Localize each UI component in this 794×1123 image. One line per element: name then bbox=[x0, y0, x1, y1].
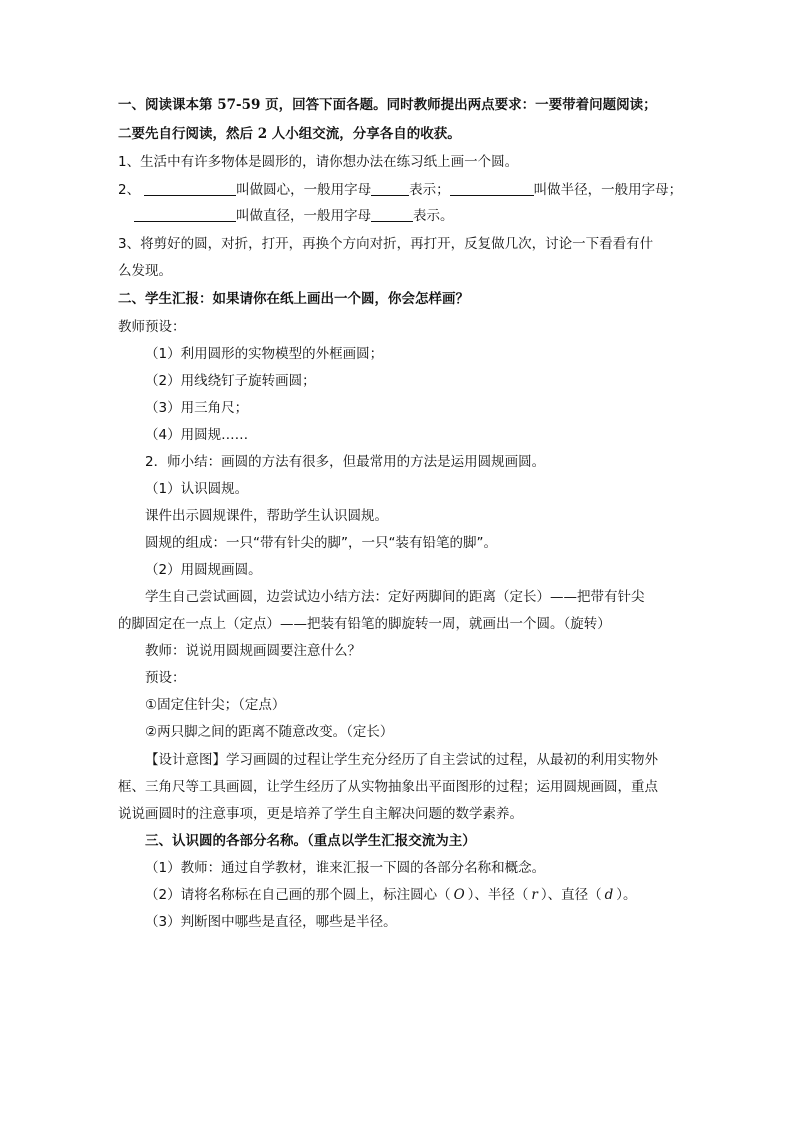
item-2-text-d: ）。 bbox=[616, 887, 637, 903]
preset-item-1: （1）利用圆形的实物模型的外框画圆； bbox=[145, 346, 384, 362]
question-2-text-represent-2: 表示。 bbox=[413, 208, 454, 224]
preset-point-1: ①固定住针尖；（定点） bbox=[145, 697, 286, 713]
symbol-r: r bbox=[531, 887, 538, 903]
design-intent-line1: 【设计意图】学习画圆的过程让学生充分经历了自主尝试的过程，从最初的利用实物外 bbox=[145, 752, 658, 768]
preset-item-3: （3）用三角尺； bbox=[145, 400, 249, 416]
section-one-heading-line1: 一、阅读课本第 57-59 页，回答下面各题。同时教师提出两点要求：一要带着问题阅读； bbox=[118, 97, 657, 113]
teacher-question: 教师：说说用圆规画圆要注意什么？ bbox=[145, 643, 361, 659]
courseware-text: 课件出示圆规课件，帮助学生认识圆规。 bbox=[145, 508, 388, 524]
subsection-draw-circle: （2）用圆规画圆。 bbox=[145, 562, 262, 578]
student-trial-line2: 的脚固定在一点上（定点）——把装有铅笔的脚旋转一周，就画出一个圆。（旋转） bbox=[118, 616, 611, 632]
question-2-line2 bbox=[134, 207, 454, 225]
teacher-summary: 2．师小结：画圆的方法有很多，但最常用的方法是运用圆规画圆。 bbox=[145, 454, 546, 470]
preset-item-4: （4）用圆规…… bbox=[145, 427, 249, 443]
question-2-text-represent: 表示； bbox=[409, 182, 450, 198]
subsection-know-compass: （1）认识圆规。 bbox=[145, 481, 249, 497]
question-2-line1 bbox=[118, 181, 682, 199]
fill-blank-diameter-letter[interactable] bbox=[371, 208, 413, 222]
symbol-o: O bbox=[453, 887, 465, 903]
design-intent-line2: 框、三角尺等工具画圆，让学生经历了从实物抽象出平面图形的过程；运用圆规画圆，重点 bbox=[118, 779, 658, 795]
question-2-text-radius: 叫做半径，一般用字母； bbox=[533, 182, 683, 198]
fill-blank-center-letter[interactable] bbox=[371, 182, 409, 196]
section-three-item-3: （3）判断图中哪些是直径，哪些是半径。 bbox=[145, 914, 397, 930]
item-2-text-b: ）、半径（ bbox=[467, 887, 529, 903]
compass-composition: 圆规的组成：一只“带有针尖的脚”，一只“装有铅笔的脚”。 bbox=[145, 535, 497, 551]
question-3-line2: 么发现。 bbox=[118, 263, 172, 279]
teacher-presets-label: 教师预设： bbox=[118, 319, 186, 335]
student-trial-line1: 学生自己尝试画圆，边尝试边小结方法：定好两脚间的距离（定长）——把带有针尖 bbox=[145, 589, 645, 605]
question-3-line1: 3、将剪好的圆，对折，打开，再换个方向对折，再打开，反复做几次，讨论一下看看有什 bbox=[118, 236, 654, 252]
section-three-item-2 bbox=[145, 886, 637, 904]
preset-point-2: ②两只脚之间的距离不随意改变。（定长） bbox=[145, 724, 394, 740]
question-1: 1、生活中有许多物体是圆形的，请你想办法在练习纸上画一个圆。 bbox=[118, 154, 519, 170]
section-one-heading-line2: 二要先自行阅读，然后 2 人小组交流，分享各自的收获。 bbox=[118, 126, 461, 142]
item-2-text-a: （2）请将名称标在自己画的那个圆上，标注圆心（ bbox=[145, 887, 451, 903]
design-intent-line3: 说说画圆时的注意事项，更是培养了学生自主解决问题的数学素养。 bbox=[118, 806, 523, 822]
symbol-d: d bbox=[604, 887, 614, 903]
section-three-item-1: （1）教师：通过自学教材，谁来汇报一下圆的各部分名称和概念。 bbox=[145, 860, 546, 876]
item-2-text-c: ）、直径（ bbox=[540, 887, 602, 903]
fill-blank-diameter-def[interactable] bbox=[134, 208, 236, 222]
question-2-text-diameter: 叫做直径，一般用字母 bbox=[236, 208, 371, 224]
fill-blank-center-def[interactable] bbox=[144, 182, 236, 196]
preset-item-2: （2）用线绕钉子旋转画圆； bbox=[145, 373, 316, 389]
question-2-text-center: 叫做圆心，一般用字母 bbox=[236, 182, 372, 198]
fill-blank-radius-def[interactable] bbox=[450, 182, 534, 196]
section-three-heading: 三、认识圆的各部分名称。（重点以学生汇报交流为主） bbox=[145, 833, 476, 849]
preset-label-2: 预设： bbox=[145, 670, 186, 686]
section-two-heading: 二、学生汇报：如果请你在纸上画出一个圆，你会怎样画？ bbox=[118, 291, 469, 307]
question-2-number: 2、 bbox=[118, 182, 141, 198]
